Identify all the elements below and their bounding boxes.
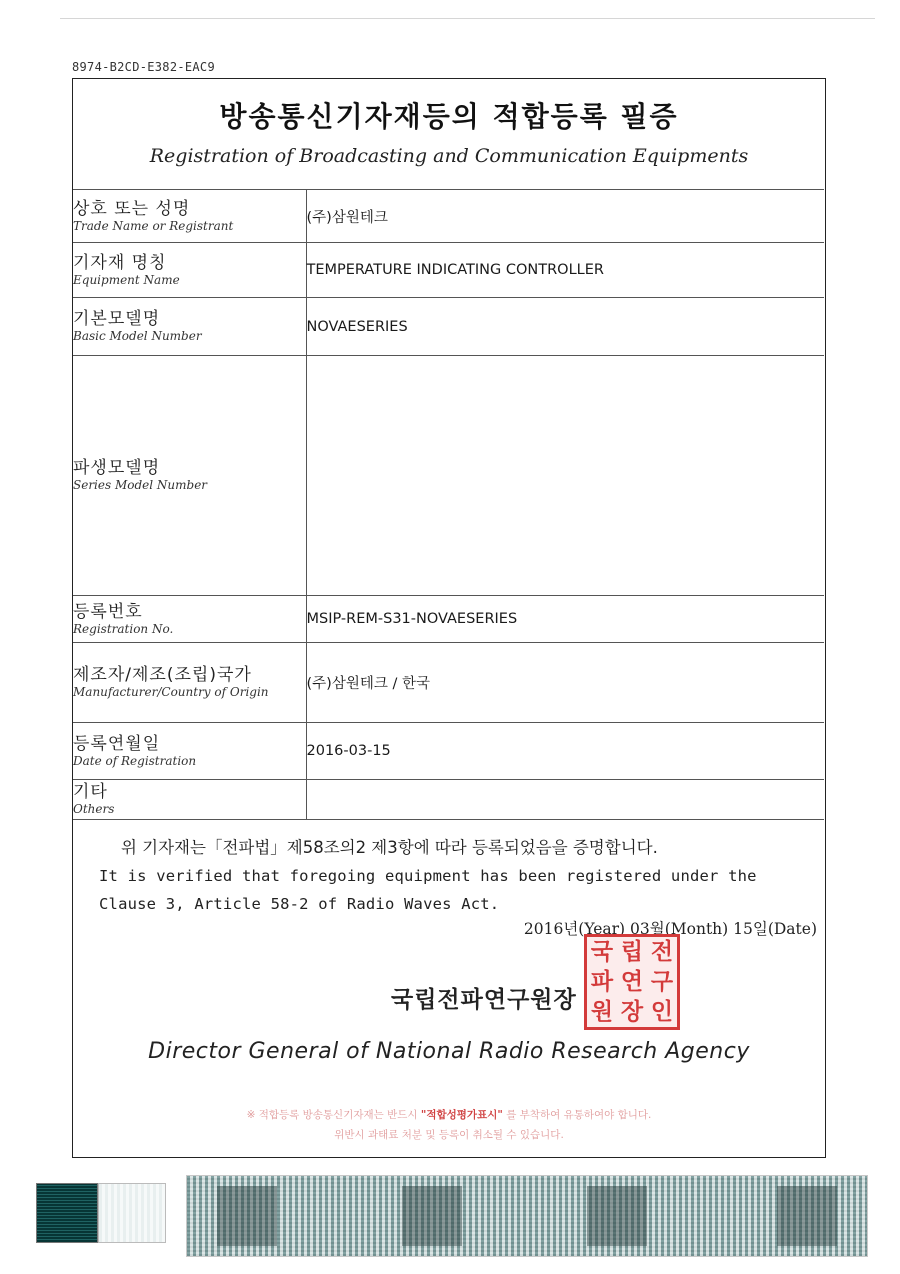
pattern-patch <box>777 1186 837 1246</box>
value-basic-model: NOVAESERIES <box>306 298 824 356</box>
row-manufacturer <box>73 643 824 723</box>
seal-char: 국 <box>590 938 614 965</box>
label-ko: 제조자/제조(조립)국가 <box>73 665 252 685</box>
certificate-frame <box>72 78 826 1158</box>
seal-char: 립 <box>620 938 644 965</box>
row-equipment-name <box>73 243 824 298</box>
value-registration-no: MSIP-REM-S31-NOVAESERIES <box>306 596 824 643</box>
value-manufacturer: (주)삼원테크 / 한국 <box>306 643 824 723</box>
statement-ko: 위 기자재는「전파법」제58조의2 제3항에 따라 등록되었음을 증명합니다. <box>121 838 658 857</box>
label-en: Trade Name or Registrant <box>73 218 234 233</box>
certificate-title-en: Registration of Broadcasting and Communication Equipments <box>149 145 749 167</box>
registration-table <box>73 189 824 820</box>
scan-security-pattern-bar <box>186 1175 868 1257</box>
value-equipment-name: TEMPERATURE INDICATING CONTROLLER <box>306 243 824 298</box>
value-series-model <box>306 356 824 596</box>
label-ko: 등록번호 <box>73 601 143 622</box>
value-others <box>306 780 824 820</box>
label-en: Registration No. <box>73 621 174 636</box>
row-registration-no <box>73 596 824 643</box>
row-basic-model <box>73 298 824 356</box>
statement-en: It is verified that foregoing equipment has been registered under the Clause 3, Article 58-2 of Radio Waves Act. <box>99 867 757 913</box>
row-trade-name <box>73 190 824 243</box>
issuer-name-en: Director General of National Radio Research Agency <box>148 1039 750 1064</box>
seal-char: 인 <box>650 998 674 1025</box>
pattern-patch <box>217 1186 277 1246</box>
seal-char: 구 <box>650 968 674 995</box>
official-seal-stamp <box>584 934 680 1030</box>
document-code: 8974-B2CD-E382-EAC9 <box>72 60 215 74</box>
label-en: Date of Registration <box>73 753 197 768</box>
seal-char: 연 <box>620 968 644 995</box>
compliance-notice <box>73 1105 825 1145</box>
label-ko: 상호 또는 성명 <box>73 198 191 219</box>
label-en: Others <box>73 802 115 816</box>
label-en: Series Model Number <box>73 478 208 492</box>
notice-suffix: 를 부착하여 유통하여야 합니다. <box>506 1109 652 1121</box>
scan-security-pattern-left <box>36 1183 166 1241</box>
value-trade-name: (주)삼원테크 <box>306 190 824 243</box>
seal-char: 파 <box>590 968 614 995</box>
seal-char: 장 <box>620 998 644 1025</box>
certification-statement <box>99 834 805 918</box>
notice-emphasis: "적합성평가표시" <box>420 1109 503 1121</box>
label-ko: 기타 <box>73 782 108 802</box>
security-pattern-light <box>98 1183 166 1243</box>
row-others <box>73 780 824 820</box>
notice-line-2: 위반시 과태료 처분 및 등록이 취소될 수 있습니다. <box>334 1129 564 1141</box>
label-ko: 기자재 명칭 <box>73 252 167 273</box>
label-en: Basic Model Number <box>73 329 202 343</box>
issuer-name-ko: 국립전파연구원장 <box>391 987 577 1013</box>
value-registration-date: 2016-03-15 <box>306 723 824 780</box>
certificate-title-ko: 방송통신기자재등의 적합등록 필증 <box>219 100 679 133</box>
notice-prefix: ※ 적합등록 방송통신기자재는 반드시 <box>246 1109 418 1121</box>
label-ko: 파생모델명 <box>73 458 161 478</box>
pattern-patch <box>587 1186 647 1246</box>
notice-line-1 <box>73 1105 825 1125</box>
seal-char: 원 <box>590 998 614 1025</box>
scan-top-line <box>60 18 875 19</box>
label-en: Manufacturer/Country of Origin <box>73 685 269 699</box>
row-series-model <box>73 356 824 596</box>
seal-char: 전 <box>650 938 674 965</box>
row-registration-date <box>73 723 824 780</box>
label-en: Equipment Name <box>73 272 180 287</box>
pattern-patch <box>402 1186 462 1246</box>
security-pattern-dense <box>36 1183 98 1243</box>
label-ko: 등록연월일 <box>73 733 161 754</box>
issue-date: 2016년(Year) 03월(Month) 15일(Date) <box>523 920 817 938</box>
label-ko: 기본모델명 <box>73 309 161 329</box>
